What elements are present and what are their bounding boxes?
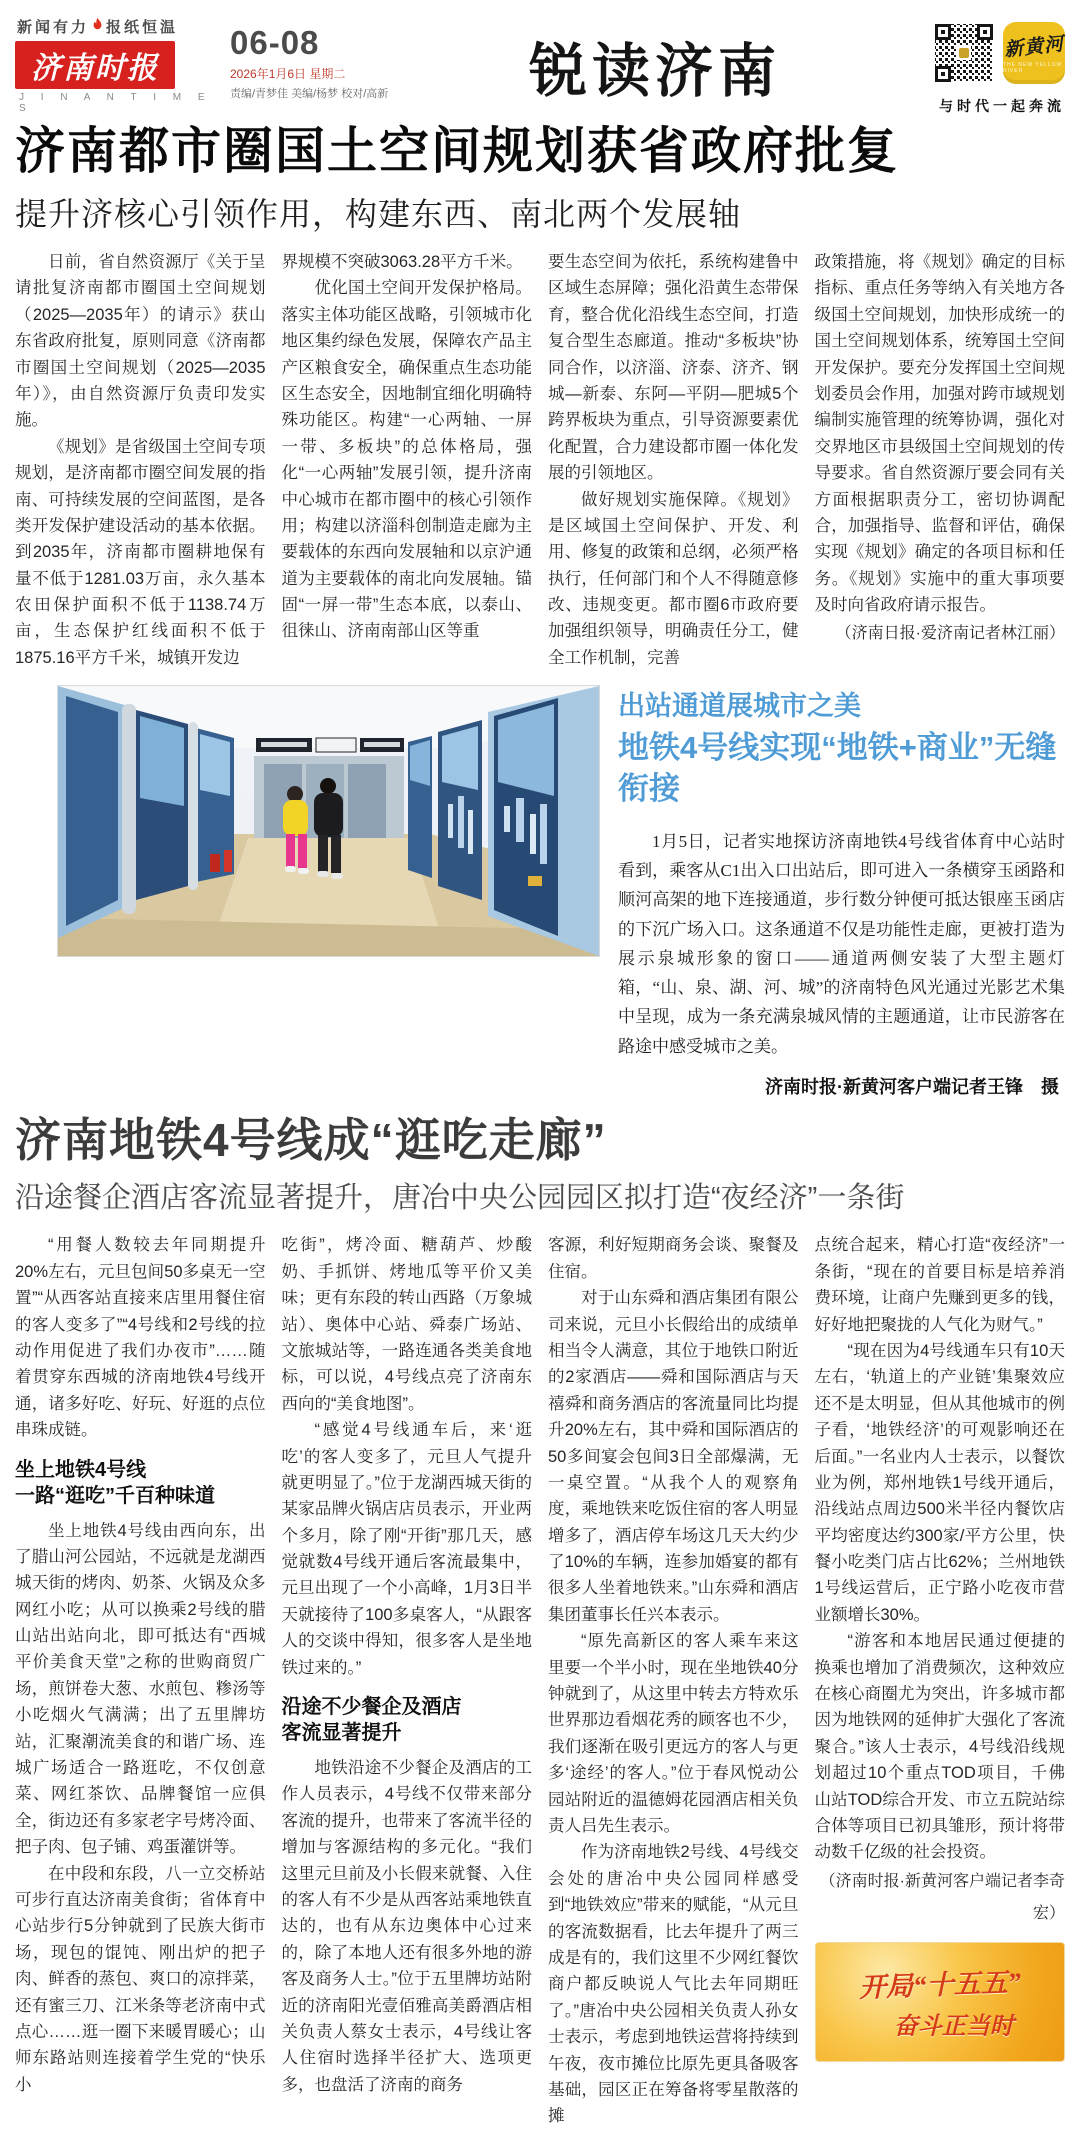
paragraph: “游客和本地居民通过便捷的换乘也增加了消费频次，这种效应在核心商圈尤为突出，许多城市都因为地铁网的延伸扩大强化了客流聚合。”该人士表示，4号线沿线规划超过10个重点TOD项目，千佛山站TOD综合开发、市立五院站综合体等项目已初具雏形，预计将带动数千亿级的社会投资。	[814, 1632, 1065, 1862]
masthead-slogan	[17, 16, 230, 37]
paragraph: “用餐人数较去年同期提升20%左右，元旦包间50多桌无一空置”“从西客站直接来店里用餐住宿的客人变多了”“4号线和2号线的拉动作用促进了我们办夜市”……随着贯穿东西城的济南地铁4号线开通，诸多好吃、好玩、好逛的点位串珠成链。	[15, 1236, 266, 1440]
paragraph: “现在因为4号线通车只有10天左右，‘轨道上的产业链’集聚效应还不是太明显，但从其他城市的例子看，‘地铁经济’的可观影响还在后面。”一名业内人士表示，以餐饮业为例，郑州地铁1号线开通后，沿线站点周边500米半径内餐饮店平均密度达约300家/平方公里，快餐小吃类门店占比62%；兰州地铁1号线运营后，正宁路小吃夜市营业额增长30%。	[814, 1341, 1065, 1624]
flame-icon	[91, 17, 104, 37]
issue-date: 2026年1月6日 星期二	[230, 67, 346, 81]
text-column	[548, 1232, 799, 2129]
section-title: 锐读济南	[528, 39, 781, 104]
article1-headline: 济南都市圈国土空间规划获省政府批复	[15, 123, 899, 179]
photo-story-title1: 出站通道展城市之美	[618, 691, 861, 722]
photo-story-title2: 地铁4号线实现“地铁+商业”无缝衔接	[618, 730, 1057, 806]
paragraph: 对于山东舜和酒店集团有限公司来说，元旦小长假给出的成绩单相当令人满意，其位于地铁口附近的2家酒店——舜和国际酒店与天禧舜和商务酒店的客流量同比均提升20%左右，其中舜和国际酒店的50多间宴会包间3日全部爆满，无一桌空置。“从我个人的观察角度，乘地铁来吃饭住宿的客人明显增多了，酒店停车场这几天大约少了10%的车辆，连参加婚宴的都有很多人坐着地铁来。”山东舜和酒店集团董事长任兴本表示。	[548, 1289, 799, 1624]
editor-credits: 责编/青梦佳 美编/杨梦 校对/高新	[230, 88, 389, 100]
article2-body	[15, 1232, 1065, 2129]
paragraph: 作为济南地铁2号线、4号线交会处的唐冶中央公园同样感受到“地铁效应”带来的赋能，“从元旦的客流数据看，比去年提升了两三成是有的，我们这里不少网红餐饮商户都反映说人气比去年同期旺了。”唐冶中央公园相关负责人孙女士表示，考虑到地铁运营将持续到午夜，夜市摊位比原先更具备吸客基础，园区正在筹备将零星散落的摊	[548, 1843, 799, 2126]
article2-headline: 济南地铁4号线成“逛吃走廊”	[15, 1113, 607, 1166]
app-logo-icon: 新黄河 THE NEW YELLOW RIVER	[1003, 22, 1065, 84]
paragraph: 《规划》是省级国土空间专项规划，是济南都市圈空间发展的指南、可持续发展的空间蓝图，是各类开发保护建设活动的基本依据。到2035年，济南都市圈耕地保有量不低于1281.03万亩，永久基本农田保护面积不低于1138.74万亩，生态保护红线面积不低于1875.16平方千米，城镇开发边	[15, 437, 266, 667]
slogan-left: 新闻有力	[17, 19, 90, 36]
paragraph: 要生态空间为依托，系统构建鲁中区域生态屏障；强化沿黄生态带保育，整合优化沿线生态空间，打造复合型生态廊道。推动“多板块”协同合作，以济淄、济泰、济齐、钢城—新泰、东阿—平阴—肥城5个跨界板块为重点，引导资源要素优化配置，合力建设都市圈一体化发展的引领地区。	[548, 253, 799, 483]
column-subhead: 坐上地铁4号线 一路“逛吃”千百种味道	[15, 1458, 215, 1507]
text-column	[15, 1232, 266, 2129]
text-column	[548, 249, 799, 671]
ad-line2: 奋斗正当时	[893, 2013, 1014, 2040]
paragraph: 吃街”，烤冷面、糖葫芦、炒酸奶、手抓饼、烤地瓜等平价又美味；更有东段的转山西路（万象城站）、奥体中心站、舜泰广场站、文旅城站等，一路连通各类美食地标，可以说，4号线点亮了济南东西向的“美食地图”。	[281, 1236, 532, 1413]
article1-body	[15, 249, 1065, 671]
page-numbers: 06-08	[230, 24, 320, 61]
masthead	[15, 10, 230, 114]
paragraph: 优化国土空间开发保护格局。落实主体功能区战略，引领城市化地区集约绿色发展，保障农产品主产区粮食安全，确保重点生态功能区生态安全，因地制宜细化明确特殊功能区。构建“一心两轴、一屏一带、多板块”的总体格局，强化“一心两轴”发展引领，提升济南中心城市在都市圈中的核心引领作用；构建以济淄科创制造走廊为主要载体的东西向发展轴和以京沪通道为主要载体的南北向发展轴。锚固“一屏一带”生态本底，以泰山、徂徕山、济南南部山区等重	[281, 279, 532, 641]
masthead-english: J I N A N T I M E S	[19, 92, 212, 114]
paragraph: 政策措施，将《规划》确定的目标指标、重点任务等纳入有关地方各级国土空间规划，加快形成统一的国土空间规划体系，统筹国土空间开发保护。要充分发挥国土空间规划委员会作用，加强对跨市域规划编制实施管理的统筹协调，强化对交界地区市县级国土空间规划的传导要求。省自然资源厅要会同有关方面根据职责分工，密切协调配合，加强指导、监督和评估，确保实现《规划》确定的各项目标和任务。《规划》实施中的重大事项要及时向省政府请示报告。	[814, 253, 1065, 615]
page-info	[230, 10, 435, 101]
paragraph: “感觉4号线通车后，来‘逛吃’的客人变多了，元旦人气提升就更明显了。”位于龙湖西城天街的某家品牌火锅店店员表示，开业两个多月，除了刚“开街”那几天，感觉就数4号线开通后客流最集中，元旦出现了一个小高峰，1月3日半天就接待了100多桌客人，“从跟客人的交谈中得知，很多客人是坐地铁过来的。”	[281, 1421, 532, 1677]
paragraph: “原先高新区的客人乘车来这里要一个半小时，现在坐地铁40分钟就到了，从这里中转去方特欢乐世界那边看烟花秀的顾客也不少，我们逐渐在吸引更远方的客人与更多‘途经’的客人。”位于春风悦动公园站附近的温德姆花园酒店相关负责人吕先生表示。	[548, 1632, 799, 1835]
paragraph: 界规模不突破3063.28平方千米。	[281, 253, 523, 271]
byline: （济南时报·新黄河客户端记者李奇宏）	[819, 1872, 1065, 1922]
text-column	[282, 249, 533, 671]
photo-story-body: 1月5日，记者实地探访济南地铁4号线省体育中心站时看到，乘客从C1出入口出站后，即可进入一条横穿玉函路和顺河高架的地下连接通道，步行数分钟便可抵达银座玉函店的下沉广场入口。这条通道不仅是功能性走廊，更被打造为展示泉城形象的窗口——通道两侧安装了大型主题灯箱，“山、泉、湖、河、城”的济南特色风光通过光影艺术集中呈现，成为一条充满泉城风情的主题通道，让市民游客在路途中感受城市之美。	[618, 831, 1065, 1056]
qr-code-icon	[933, 22, 995, 89]
article1-subheadline: 提升济核心引领作用，构建东西、南北两个发展轴	[15, 196, 742, 232]
ad-line1: 开局“十五五”	[858, 1966, 1022, 2003]
paragraph: 地铁沿途不少餐企及酒店的工作人员表示，4号线不仅带来部分客流的提升，也带来了客流半径的增加与客源结构的多元化。“我们这里元旦前及小长假来就餐、入住的客人有不少是从西客站乘地铁直达的，也有从东边奥体中心过来的，除了本地人还有很多外地的游客及商务人士。”位于五里牌坊站附近的济南阳光壹佰雅高美爵酒店相关负责人蔡女士表示，4号线让客人住宿时选择半径扩大、选项更多，也盘活了济南的商务	[281, 1759, 532, 2094]
brand-tagline: 与时代一起奔流	[939, 98, 1065, 114]
text-column	[282, 1232, 533, 2129]
paragraph: 坐上地铁4号线由西向东，出了腊山河公园站，不远就是龙湖西城天街的烤肉、奶茶、火锅及众多网红小吃；从可以换乘2号线的腊山站出站向北，即可抵达有“西城平价美食天堂”之称的世购商贸广场，煎饼卷大葱、水煎包、糁汤等小吃烟火气满满；出了五里牌坊站，汇聚潮流美食的和谐广场、连城广场适合一路逛吃，不仅创意菜、网红茶饮、品牌餐馆一应俱全，街边还有多家老字号烤冷面、把子肉、包子铺、鸡蛋灌饼等。	[15, 1521, 266, 1857]
page-header	[15, 10, 1065, 116]
column-subhead: 沿途不少餐企及酒店 客流显著提升	[281, 1696, 462, 1745]
slogan-right: 报纸恒温	[106, 19, 179, 36]
paragraph: 客源，利好短期商务会谈、聚餐及住宿。	[548, 1236, 799, 1281]
brand-block	[875, 10, 1065, 116]
ad-banner	[815, 1942, 1066, 2062]
paragraph: 做好规划实施保障。《规划》是区域国土空间保护、开发、利用、修复的政策和总纲，必须严格执行，任何部门和个人不得随意修改、违规变更。都市圈6市政府要加强组织领导，明确责任分工，健全工作机制，完善	[548, 490, 799, 667]
photo-section	[15, 685, 1065, 1099]
paragraph: 日前，省自然资源厅《关于呈请批复济南都市圈国土空间规划（2025—2035年）的请示》获山东省政府批复，原则同意《济南都市圈国土空间规划（2025—2035年）》，由自然资源厅负责印发实施。	[15, 253, 266, 430]
photo-story	[618, 685, 1065, 1099]
paragraph: 在中段和东段，八一立交桥站可步行直达济南美食街；省体育中心站步行5分钟就到了民族大街市场，现包的馄饨、刚出炉的把子肉、鲜香的蒸包、爽口的凉拌菜，还有蜜三刀、江米条等老济南中式点心……逛一圈下来暖胃暖心；山师东路站则连接着学生党的“快乐小	[15, 1864, 266, 2094]
text-column	[15, 249, 266, 671]
photo-credit: 济南时报·新黄河客户端记者王锋 摄	[765, 1076, 1059, 1097]
article2-subheadline: 沿途餐企酒店客流显著提升，唐冶中央公园园区拟打造“夜经济”一条街	[15, 1182, 905, 1215]
text-column	[815, 249, 1066, 671]
metro-passage-photo	[57, 685, 600, 957]
byline: （济南日报·爱济南记者林江丽）	[835, 625, 1065, 643]
masthead-logo: 济南时报	[15, 41, 175, 89]
text-column	[815, 1232, 1066, 2129]
section-title-wrap	[435, 10, 875, 108]
paragraph: 点统合起来，精心打造“夜经济”一条街，“现在的首要目标是培养消费环境，让商户先赚到更多的钱，好好地把聚拢的人气化为财气。”	[814, 1236, 1065, 1334]
